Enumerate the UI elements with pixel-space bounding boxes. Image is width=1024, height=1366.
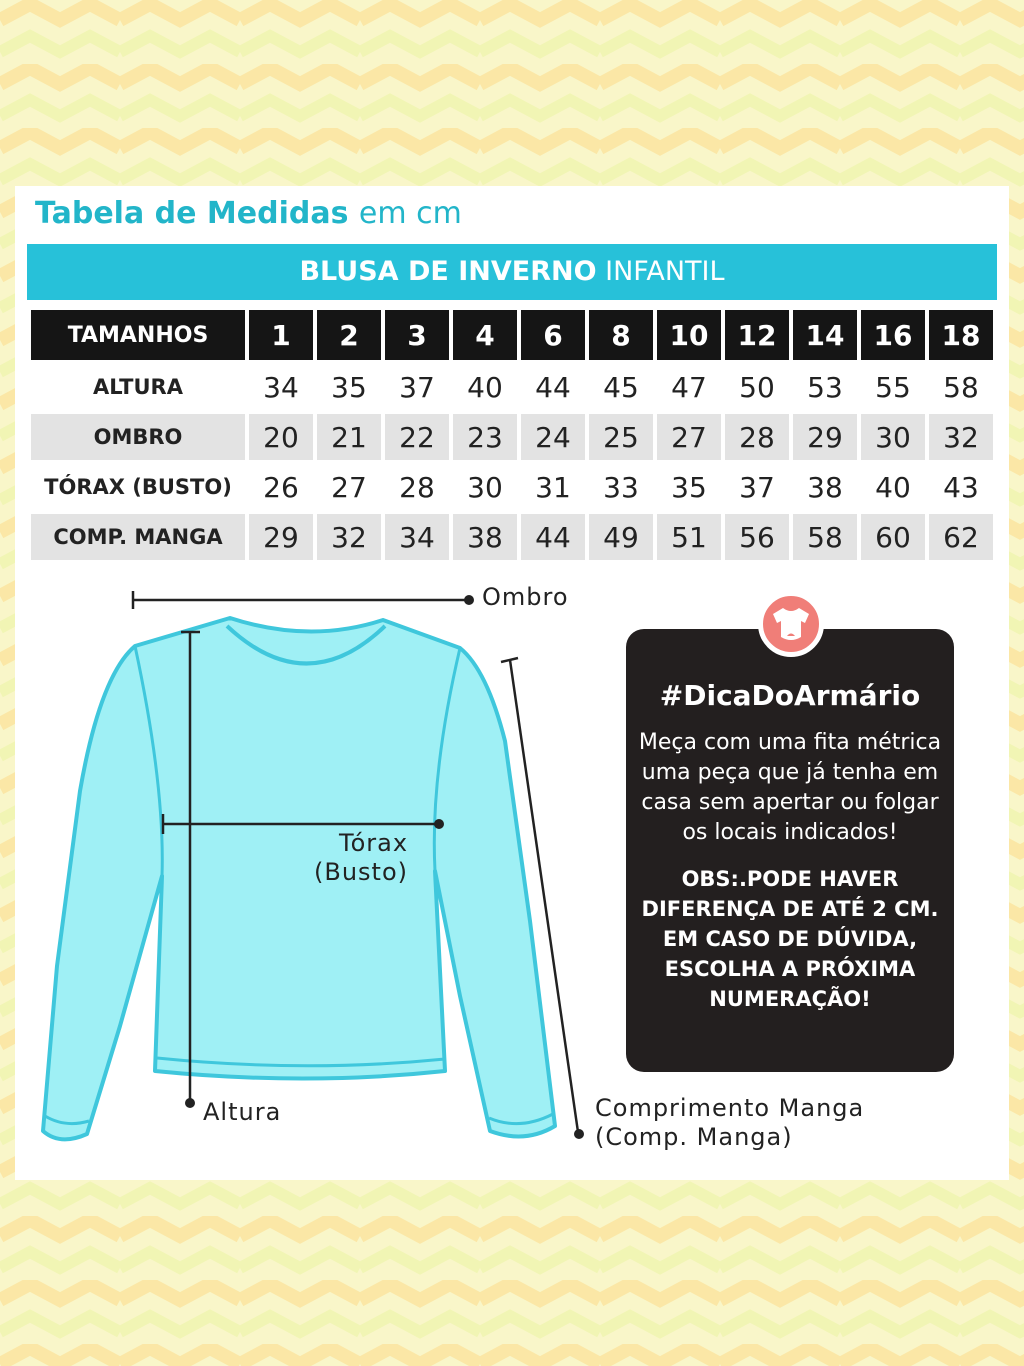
busto-label: (Busto)	[314, 858, 408, 886]
page-title	[35, 196, 462, 231]
measurement-cell: 38	[807, 470, 843, 504]
measurement-cell: 28	[725, 414, 789, 460]
size-header-cell: 14	[793, 310, 857, 360]
measurement-cell: 37	[399, 370, 435, 404]
measurement-cell: 44	[535, 370, 571, 404]
measurement-cell: 62	[929, 514, 993, 560]
measurement-cell: 24	[521, 414, 585, 460]
size-table-body	[31, 364, 993, 560]
measurement-cell: 53	[807, 370, 843, 404]
title-unit: em cm	[358, 196, 462, 231]
measurement-cell: 25	[589, 414, 653, 460]
banner-bold: BLUSA DE INVERNO	[299, 256, 597, 287]
measurement-cell: 45	[603, 370, 639, 404]
measurement-cell: 40	[875, 470, 911, 504]
size-table	[27, 306, 997, 564]
altura-label: Altura	[203, 1098, 282, 1126]
table-row	[31, 414, 993, 460]
torax-label: Tórax	[339, 829, 409, 857]
manga-abbrev-label: (Comp. Manga)	[595, 1123, 793, 1151]
size-header-row	[31, 310, 993, 360]
ombro-measure-line	[133, 591, 474, 609]
product-banner	[27, 244, 997, 300]
tip-box	[626, 629, 954, 1072]
row-label: TÓRAX (BUSTO)	[44, 475, 232, 499]
size-header-cell: 12	[725, 310, 789, 360]
measurement-cell: 51	[657, 514, 721, 560]
size-header-cell: 4	[453, 310, 517, 360]
measurement-cell: 29	[793, 414, 857, 460]
shirt-body-shape	[43, 618, 555, 1139]
measurement-cell: 37	[739, 470, 775, 504]
measurement-cell: 34	[263, 370, 299, 404]
measurement-cell: 32	[929, 414, 993, 460]
size-header-cell: 6	[521, 310, 585, 360]
table-row	[31, 464, 993, 510]
measurement-cell: 20	[249, 414, 313, 460]
tip-body: Meça com uma fita métrica uma peça que já tenha em casa sem apertar ou folgar os locais indicados!	[638, 730, 942, 845]
measurement-cell: 35	[331, 370, 367, 404]
measurement-cell: 55	[875, 370, 911, 404]
measurement-cell: 29	[249, 514, 313, 560]
tip-obs: OBS:.PODE HAVER DIFERENÇA DE ATÉ 2 CM. EM CASO DE DÚVIDA, ESCOLHA A PRÓXIMA NUMERAÇÃO!	[641, 867, 939, 1011]
measurement-cell: 27	[657, 414, 721, 460]
measurement-cell: 56	[725, 514, 789, 560]
measurement-cell: 44	[521, 514, 585, 560]
measurement-cell: 31	[535, 470, 571, 504]
measurement-cell: 50	[739, 370, 775, 404]
size-chart-card	[15, 186, 1009, 1180]
table-row	[31, 514, 993, 560]
measurement-cell: 58	[943, 370, 979, 404]
measurement-cell: 30	[861, 414, 925, 460]
size-header-cell: 16	[861, 310, 925, 360]
onesie-icon-glyph	[763, 596, 819, 652]
measurement-cell: 33	[603, 470, 639, 504]
measurement-cell: 58	[793, 514, 857, 560]
manga-label: Comprimento Manga	[595, 1094, 865, 1122]
size-header-cell: 18	[929, 310, 993, 360]
size-header-cell: 2	[317, 310, 381, 360]
size-header-cell: 1	[249, 310, 313, 360]
ombro-label: Ombro	[482, 583, 569, 611]
row-label: COMP. MANGA	[31, 514, 245, 560]
tip-title: #DicaDoArmário	[659, 679, 921, 712]
measurement-cell: 27	[331, 470, 367, 504]
onesie-icon	[758, 591, 824, 657]
measurement-cell: 34	[385, 514, 449, 560]
measurement-cell: 26	[263, 470, 299, 504]
measurement-cell: 60	[861, 514, 925, 560]
measurement-cell: 38	[453, 514, 517, 560]
measurement-cell: 32	[317, 514, 381, 560]
measurement-cell: 22	[385, 414, 449, 460]
banner-light: INFANTIL	[605, 256, 725, 287]
row-label: ALTURA	[93, 375, 183, 399]
measurement-cell: 30	[467, 470, 503, 504]
measurement-cell: 35	[671, 470, 707, 504]
size-header-label: TAMANHOS	[31, 310, 245, 360]
size-header-cell: 8	[589, 310, 653, 360]
size-header-cell: 3	[385, 310, 449, 360]
size-header-cell: 10	[657, 310, 721, 360]
measurement-cell: 21	[317, 414, 381, 460]
measurement-cell: 49	[589, 514, 653, 560]
row-label: OMBRO	[31, 414, 245, 460]
measurement-cell: 23	[453, 414, 517, 460]
measurement-cell: 47	[671, 370, 707, 404]
measurement-cell: 28	[399, 470, 435, 504]
measurement-cell: 43	[943, 470, 979, 504]
table-row	[31, 364, 993, 410]
measurement-cell: 40	[467, 370, 503, 404]
title-main: Tabela de Medidas	[35, 196, 349, 231]
